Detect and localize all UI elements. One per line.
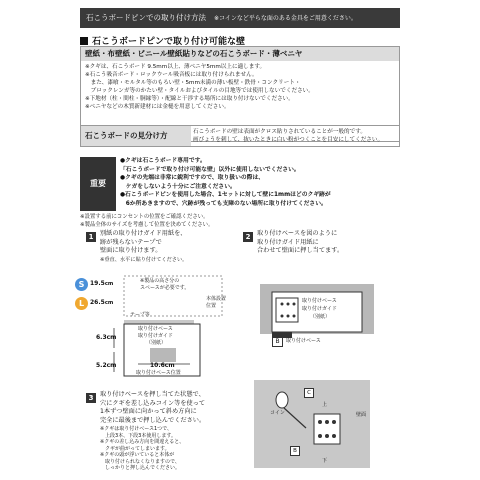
hole-icon <box>332 420 336 424</box>
step2-line: 取り付けベースを図のように <box>257 230 338 237</box>
header-title: 石こうボードピンでの取り付け方法 <box>86 13 206 22</box>
hole-icon <box>318 434 322 438</box>
step3-sub-line: ※クギの頭が浮いていると本体が <box>100 452 175 458</box>
important-line: 6か所あきますので、穴跡が残っても支障のない場所に取り付けてください。 <box>120 200 327 207</box>
bottom-label: 下 <box>322 458 328 464</box>
dim-6-3: 6.3cm <box>96 334 117 341</box>
important-box <box>80 157 400 211</box>
step1-note: ※垂直、水平に貼り付けてください。 <box>100 256 188 263</box>
important-line: 「石こうボードで取り付け可能な壁」以外に使用しないでください。 <box>120 166 300 173</box>
square-bullet-icon <box>80 37 88 45</box>
step3-number: 3 <box>86 393 96 403</box>
wall-types-heading: 壁紙・布壁紙・ビニール壁紙貼りなどの石こうボード・薄ベニヤ <box>81 47 399 61</box>
hole-icon <box>281 315 284 318</box>
top-label: 上 <box>322 402 328 408</box>
body-position-label <box>206 296 226 309</box>
dim-5-2: 5.2cm <box>96 362 117 369</box>
step3-text <box>100 391 205 425</box>
step2-guide-label: 取り付けガイド <box>302 306 337 312</box>
wall-label: 壁面 <box>356 412 367 418</box>
tape-label: テープ等 <box>130 312 150 318</box>
step1-text <box>100 230 187 264</box>
step3-diagram <box>254 380 374 472</box>
step3-sub-line: ※クギは取り付けベース1つで、 <box>100 426 173 432</box>
step1-number: 1 <box>86 232 96 242</box>
dim-10-6: 10.6cm <box>150 362 175 369</box>
size-l-badge: L <box>75 297 88 310</box>
identify-line: 画びょうを刺して、抜いたときに白い粉がつくことを目安にしてください。 <box>193 137 384 143</box>
step2-line: 合わせて壁面に押し当てます。 <box>257 247 344 254</box>
step1-base-label: 取り付けベース <box>138 326 173 332</box>
step1-separate-label: （別紙） <box>146 340 167 346</box>
step1-callout <box>140 278 189 291</box>
wall-types-line: ※石こう吸音ボード・ロックウール吸音板には取り付けられません。 <box>85 72 258 78</box>
step2-callout-b-label: 取り付けベース <box>286 338 321 344</box>
base-piece <box>314 414 340 444</box>
size-s-unit: cm <box>104 281 114 287</box>
step2-text <box>257 230 343 256</box>
wall-types-line: ※下地材（柱・間柱・胴縁等）・配線と干渉する場所には取り付けないでください。 <box>85 96 294 102</box>
identify-label: 石こうボードの見分け方 <box>81 126 191 146</box>
size-s-value: 19.5 <box>90 280 105 287</box>
wall-types-line: ※クギは、石こうボード 9.5mm以上、薄ベニヤ5mm以上に適します。 <box>85 64 266 70</box>
page-header <box>80 8 400 28</box>
important-label: 重要 <box>80 157 116 211</box>
step1-guide-label: 取り付けガイド <box>138 333 173 339</box>
step3-line: 取り付けベースを押し当てた状態で、 <box>100 391 205 398</box>
header-note: ※コインなど平らな面のある金具をご用意ください。 <box>214 15 357 22</box>
note-line: ※設置する前にコンセントの位置をご確認ください。 <box>80 214 209 220</box>
step3-sub-line: ※クギの差し込み方向を間違えると、 <box>100 439 185 445</box>
body-label-line: 位置 <box>206 302 217 309</box>
hole-icon <box>325 420 329 424</box>
step3-sub-line: 取り付けられなくなりますので、 <box>100 458 180 465</box>
step2-line: 取り付けガイド用紙に <box>257 238 319 246</box>
body-label-line: 本体設置 <box>206 296 227 302</box>
note-line: ※製品全体のサイズを考慮して位置を決めてください。 <box>80 221 214 228</box>
step3-line: 完全に最後まで押し込んでください。 <box>100 416 206 424</box>
callout-line: スペースが必要です。 <box>140 284 190 291</box>
step1-line: 別紙の取り付けガイド用紙を、 <box>100 230 187 237</box>
coin-icon <box>276 392 288 408</box>
wall-types-body <box>81 61 399 113</box>
important-line: ●クギは石こうボード専用です。 <box>120 158 206 164</box>
step2-number: 2 <box>243 232 253 242</box>
callout-b-badge-step3: B <box>290 446 300 456</box>
size-s-badge: S <box>75 278 88 291</box>
size-l-value: 26.5 <box>90 299 105 306</box>
important-line: ●石こうボードピンを使用した場合、1セットに対して壁に1mmほどのクギ跡が <box>120 192 331 198</box>
identify-text <box>193 128 383 144</box>
step3-sub-text <box>100 426 184 472</box>
hole-icon <box>325 434 329 438</box>
step3-sub-line: クギが曲がってしまいます。 <box>100 445 170 452</box>
step2-separate-label: （別紙） <box>310 314 331 320</box>
hole-icon <box>293 303 296 306</box>
step1-line: 跡が残らないテープで <box>100 238 162 246</box>
step3-line: 1本ずつ壁面に向かって斜め方向に <box>100 408 197 415</box>
important-line: ケガをしないよう十分にご注意ください。 <box>120 183 236 190</box>
size-l-unit: cm <box>104 300 114 306</box>
dim-10-6-sub: 取り付けベース位置 <box>136 370 181 376</box>
hole-icon <box>318 420 322 424</box>
notes <box>80 214 213 229</box>
step3-line: 穴にクギを差し込みコイン等を使って <box>100 399 206 407</box>
important-text <box>120 157 331 208</box>
step1-line: 壁面に取り付けます。 <box>100 247 162 254</box>
wall-types-line: ブロックレンガ等のかたい壁・タイルおよびタイルの目地等では使用しないでください。 <box>85 88 314 94</box>
callout-c-badge: C <box>304 388 314 398</box>
important-line: ●クギの先端は非常に鋭利ですので、取り扱いの際は、 <box>120 175 265 181</box>
step2-base-label: 取り付けベース <box>302 298 337 304</box>
base-piece <box>276 298 298 322</box>
identify-line: 石こうボードの壁は表面がクロス貼りされていることが一般的です。 <box>193 129 366 135</box>
step3-sub-line: しっかりと押し込んでください。 <box>100 465 181 471</box>
hole-icon <box>293 315 296 318</box>
base-outline <box>150 348 176 362</box>
section-title-text: 石こうボードピンで取り付け可能な壁 <box>92 37 246 47</box>
hole-icon <box>287 315 290 318</box>
hole-icon <box>287 303 290 306</box>
wall-types-line: また、漆喰・モルタル等のもろい壁・5mm未満の薄い板壁・鉄骨・コンクリート・ <box>85 80 301 86</box>
callout-b-badge: B <box>272 336 283 347</box>
hole-icon <box>332 434 336 438</box>
wall-types-line: ※ベニヤなどの木質新建材には金槌を用意してください。 <box>85 104 230 110</box>
step3-sub-line: 上段3本、下段3本使用します。 <box>100 432 176 439</box>
identify-row <box>80 125 400 147</box>
hole-icon <box>281 303 284 306</box>
callout-line: ※製品の高さ分の <box>140 278 180 284</box>
coin-label: コイン <box>270 410 285 416</box>
